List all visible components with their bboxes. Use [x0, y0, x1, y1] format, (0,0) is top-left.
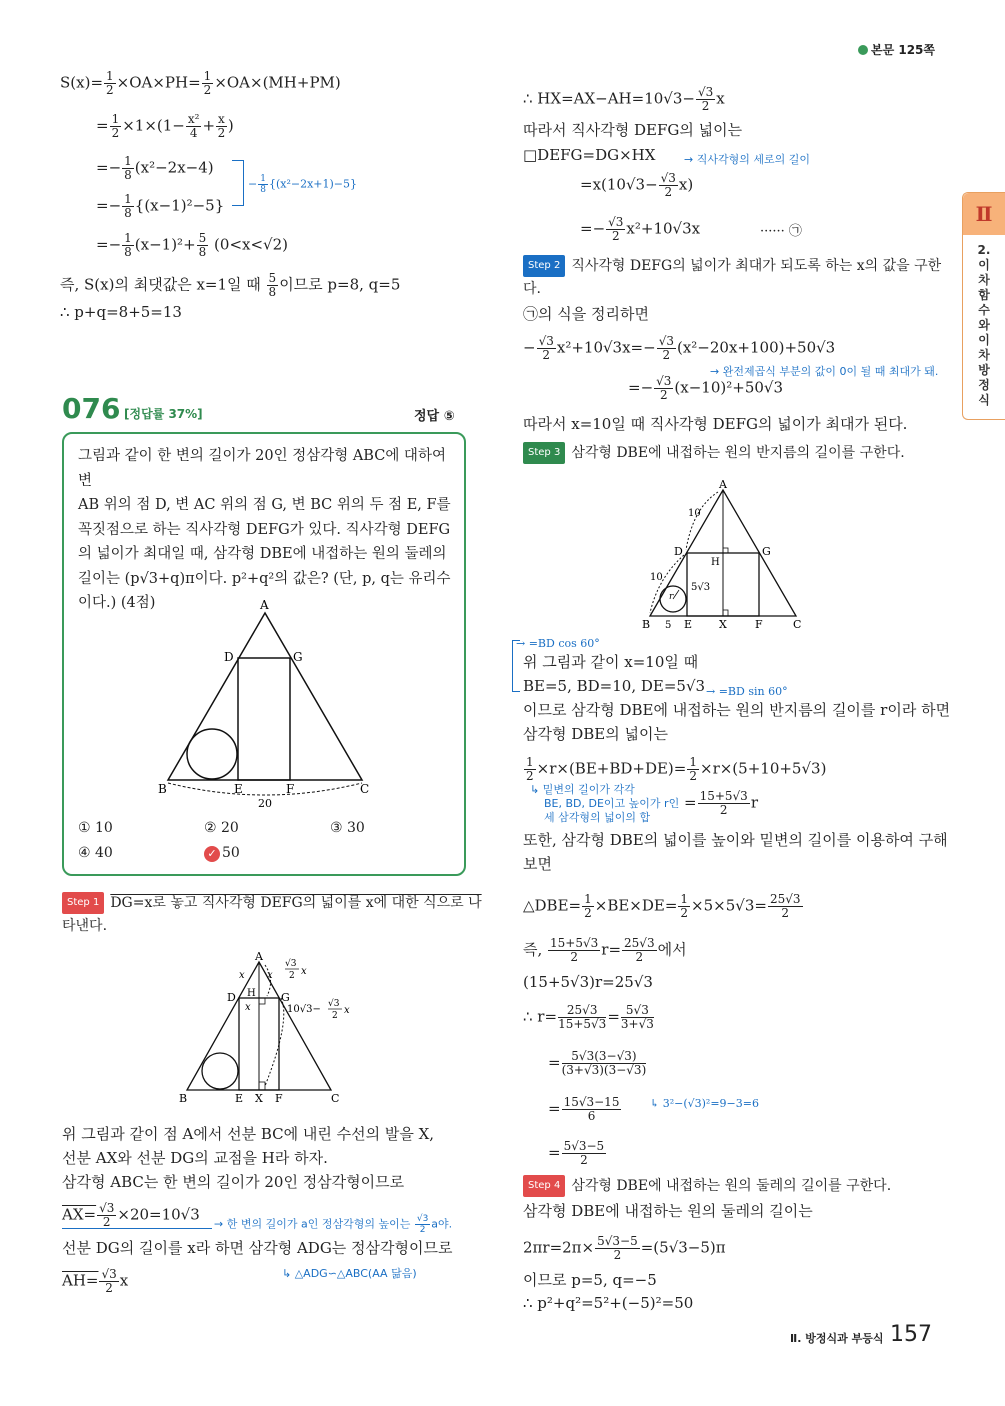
formula-line-3: =− $\frac{1}{8}$ (x²−2x−4) [96, 154, 214, 182]
choice-5[interactable]: ✓ 50 [204, 845, 240, 862]
right-p10: 삼각형 DBE에 내접하는 원의 둘레의 길이는 [523, 1202, 813, 1220]
right-p9: 보면 [523, 855, 552, 873]
note-expand: − $\frac{1}{8}$ {(x²−2x+1)−5} [248, 174, 357, 195]
note-bracket [232, 160, 244, 206]
right-p4: 위 그림과 같이 x=10일 때 [523, 653, 699, 671]
s3-label-c: C [793, 618, 802, 631]
problem-line: AB 위의 점 D, 변 AC 위의 점 G, 변 BC 위의 두 점 E, F를 [78, 497, 451, 513]
base-note-2: BE, BD, DE이고 높이가 r인 [544, 797, 680, 810]
choice-4[interactable]: ④ 40 [78, 845, 113, 861]
step1-title-cont: 타낸다. [62, 918, 108, 934]
max-statement: 즉, S(x)의 최댓값은 x=1일 때 $\frac{5}{8}$ 이므로 p=8, q=5 [60, 271, 401, 299]
s1-label-r3x: 2 [289, 971, 295, 981]
complete-sq-2: =− $\frac{√3}{2}$ (x−10)²+50√3 [628, 374, 784, 402]
formula-line-1: S(x)= $\frac{1}{2}$ ×OA×PH= $\frac{1}{2}$ ×OA×(MH+PM) [60, 69, 341, 97]
chapter-label: 2. 이차함수와 이차방정식 [977, 243, 991, 407]
choice-2[interactable]: ② 20 [204, 820, 239, 836]
s1-label-c: C [331, 1092, 340, 1105]
r-eq-1: (15+5√3)r=25√3 [523, 973, 653, 991]
s3-label-d: D [674, 545, 683, 558]
arrow-icon: ↳ [530, 783, 543, 796]
s3-label-five: 5 [665, 620, 672, 631]
s1-label-f: F [275, 1092, 283, 1105]
fig-label-a: A [260, 598, 269, 612]
s3-label-g: G [762, 545, 771, 558]
s1-label-len: 10√3− [287, 1004, 321, 1015]
s1-label-e: E [235, 1092, 244, 1105]
r-eq-4: = $\frac{15√3-15}{6}$ [548, 1095, 620, 1123]
step1-title: Step 1 DG=x로 놓고 직사각형 DEFG의 넓이를 x에 대한 식으로 나 [62, 892, 482, 914]
s1-label-xr: x [301, 966, 307, 977]
s1-label-b: B [179, 1092, 188, 1105]
problem-line: 길이는 (p√3+q)π이다. p²+q²의 값은? (단, p, q는 유리수 [78, 570, 451, 587]
step2-title-cont: 다. [523, 281, 541, 297]
step1-tag: Step 1 [62, 892, 104, 914]
s1-label-x3: x [245, 1002, 251, 1013]
arrow-icon: ↳ [650, 1097, 663, 1110]
r-eq-3: = $\frac{5√3(3-√3)}{(3+√3)(3-√3)}$ [548, 1049, 647, 1077]
s3-label-ten2: 10 [650, 572, 663, 583]
circumference-eq: 2πr=2π× $\frac{5√3-5}{2}$ =(5√3−5)π [523, 1234, 726, 1262]
sq-note: → 완전제곱식 부분의 값이 0이 될 때 최대가 돼. [710, 365, 939, 378]
right-p12: ∴ p²+q²=5²+(−5)²=50 [523, 1294, 694, 1312]
step1-ah: AH= $\frac{√3}{2}$ x [62, 1267, 129, 1295]
problem-line: 꼭짓점으로 하는 직사각형 DEFG가 있다. 직사각형 DEFG [78, 521, 451, 538]
page-ref [858, 41, 935, 58]
answer-label: 정답 ⑤ [414, 409, 455, 424]
base-note-1: ↳ 밑변의 길이가 각각 [530, 783, 635, 796]
fig-label-d: D [224, 650, 234, 664]
s1-label-d: D [227, 991, 236, 1004]
area-line-2: =x(10√3− $\frac{√3}{2}$ x) [580, 171, 694, 199]
formula-line-4: =− $\frac{1}{8}$ {(x−1)²−5} [96, 192, 225, 220]
triangle-area: △DBE= $\frac{1}{2}$ ×BE×DE= $\frac{1}{2}$ ×5×5√3= $\frac{25√3}{2}$ [523, 892, 801, 920]
s1-label-x: X [255, 1092, 263, 1105]
step1-p4: 선분 DG의 길이를 x라 하면 삼각형 ADG는 정삼각형이므로 [62, 1239, 453, 1257]
len-note: → 직사각형의 세로의 길이 [684, 153, 810, 166]
right-p2: ㉠의 식을 정리하면 [523, 305, 649, 323]
fig-label-g: G [293, 650, 303, 664]
equate-line: 즉, $\frac{15+5√3}{2}$ r= $\frac{25√3}{2}$ 에서 [523, 936, 687, 964]
s3-label-r53: 5√3 [691, 582, 711, 593]
fig-label-b: B [158, 782, 167, 796]
right-p6: 이므로 삼각형 DBE에 내접하는 원의 반지름의 길이를 r이라 하면 [523, 701, 951, 719]
right-p5: BE=5, BD=10, DE=5√3 [523, 677, 706, 695]
step1-p3: 삼각형 ABC는 한 변의 길이가 20인 정삼각형이므로 [62, 1173, 405, 1191]
r-eq-5: = $\frac{5√3-5}{2}$ [548, 1139, 605, 1167]
step4-title: Step 4 삼각형 DBE에 내접하는 원의 둘레의 길이를 구한다. [523, 1175, 891, 1197]
s3-label-r: r [669, 592, 674, 602]
step1-p2: 선분 AX와 선분 DG의 교점을 H라 하자. [62, 1149, 328, 1167]
s1-label-lenr: √3 [328, 999, 340, 1009]
s3-label-h: H [711, 557, 720, 568]
step1-ax: AX= $\frac{√3}{2}$ ×20=10√3 [62, 1201, 200, 1229]
step4-tag: Step 4 [523, 1175, 565, 1197]
problem-number: 076 [62, 392, 121, 425]
arrow-icon: → [710, 365, 723, 378]
arrow-icon: → [706, 685, 719, 698]
area-eq-2: = $\frac{15+5√3}{2}$ r [684, 789, 758, 817]
sim-note: ↳ △ADG∽△ABC(AA 닮음) [282, 1267, 417, 1280]
s3-label-b: B [642, 618, 651, 631]
check-icon: ✓ [204, 846, 220, 862]
right-p1: 따라서 직사각형 DEFG의 넓이는 [523, 121, 743, 139]
page-number: 157 [890, 1322, 932, 1347]
arrow-icon: → [214, 1217, 227, 1231]
fig-label-f: F [286, 782, 295, 796]
complete-sq-1: − $\frac{√3}{2}$ x²+10√3x=− $\frac{√3}{2}$ (x²−20x+100)+50√3 [523, 334, 836, 362]
problem-text [78, 444, 458, 616]
right-p8: 또한, 삼각형 DBE의 넓이를 높이와 밑변의 길이를 이용하여 구해 [523, 831, 948, 849]
r-eq-2: ∴ r= $\frac{25√3}{15+5√3}$ = $\frac{5√3}{3+√3}$ [523, 1003, 654, 1031]
choice-3[interactable]: ③ 30 [330, 820, 365, 836]
area-eq-1: $\frac{1}{2}$ ×r×(BE+BD+DE)= $\frac{1}{2}$ ×r×(5+10+5√3) [526, 755, 827, 783]
step3-title: Step 3 삼각형 DBE에 내접하는 원의 반지름의 길이를 구한다. [523, 442, 905, 464]
step2-title: Step 2 직사각형 DEFG의 넓이가 최대가 되도록 하는 x의 값을 구한 [523, 255, 941, 277]
choice-1[interactable]: ① 10 [78, 820, 113, 836]
hx-line: ∴ HX=AX−AH=10√3− $\frac{√3}{2}$ x [523, 85, 725, 113]
step1-p1: 위 그림과 같이 점 A에서 선분 BC에 내린 수선의 발을 X, [62, 1125, 435, 1143]
left-answer: ∴ p+q=8+5=13 [60, 303, 182, 321]
arrow-icon: → [684, 153, 697, 166]
s3-label-ten1: 10 [688, 508, 701, 519]
s1-label-r3: √3 [285, 959, 297, 969]
circle-icon [858, 45, 868, 55]
step1-figure [175, 950, 375, 1108]
fig-label-c: C [360, 782, 370, 796]
s3-label-a: A [719, 478, 727, 491]
area-line-3: =− $\frac{√3}{2}$ x²+10√3x [580, 215, 701, 243]
s1-label-len2: 2 [332, 1011, 338, 1021]
arrow-icon: → [516, 637, 529, 650]
s1-label-x1: x [239, 970, 245, 981]
s1-label-x2: x [267, 970, 273, 981]
ax-note: → 한 변의 길이가 a인 정삼각형의 높이는 $\frac{√3}{2}$ a야. [214, 1214, 453, 1235]
eq-mark: ······ ㉠ [760, 224, 802, 239]
s3-label-f: F [755, 618, 763, 631]
correct-rate: [정답률 37%] [124, 407, 203, 421]
sin-note: → =BD sin 60° [706, 685, 788, 698]
s1-label-a: A [255, 950, 263, 963]
s3-label-x: X [719, 618, 727, 631]
s1-label-g: G [281, 991, 290, 1004]
page-ref-text: 본문 125쪽 [871, 43, 936, 57]
step2-tag: Step 2 [523, 255, 565, 277]
s1-label-h: H [247, 988, 256, 999]
chapter-roman: Ⅱ [963, 193, 1005, 235]
formula-line-2: = $\frac{1}{2}$ ×1×(1− $\frac{\text{x²}}{4}$ + $\frac{x}{2}$ ) [96, 112, 234, 140]
s3-label-e: E [684, 618, 693, 631]
chapter-tab[interactable] [962, 192, 1005, 420]
fig-label-base: 20 [258, 797, 272, 810]
right-p3: 따라서 x=10일 때 직사각형 DEFG의 넓이가 최대가 된다. [523, 415, 908, 433]
denominator-note: ↳ 3²−(√3)²=9−3=6 [650, 1097, 759, 1110]
ax-underline [62, 1228, 212, 1229]
problem-line: 그림과 같이 한 변의 길이가 20인 정삼각형 ABC에 대하여 변 [78, 448, 446, 489]
formula-line-5: =− $\frac{1}{8}$ (x−1)²+ $\frac{5}{8}$ (0<x<√2) [96, 231, 288, 259]
step3-figure [638, 478, 813, 633]
step3-tag: Step 3 [523, 442, 565, 464]
right-p7: 삼각형 DBE의 넓이는 [523, 725, 668, 743]
problem-line: 이다.) (4점) [78, 595, 156, 611]
cos-note: → =BD cos 60° [516, 637, 600, 650]
area-line-1: □DEFG=DG×HX [523, 146, 656, 164]
base-note [530, 783, 679, 825]
right-p11: 이므로 p=5, q=−5 [523, 1271, 657, 1289]
s1-label-lenx: x [344, 1005, 350, 1016]
base-note-3: 세 삼각형의 넓이의 합 [544, 811, 651, 824]
fig-label-e: E [234, 782, 243, 796]
arrow-icon: ↳ [282, 1267, 295, 1280]
problem-line: 의 넓이가 최대일 때, 삼각형 DBE에 내접하는 원의 둘레의 [78, 546, 447, 562]
problem-figure [150, 595, 390, 810]
footer-chapter: Ⅱ. 방정식과 부등식 [790, 1332, 884, 1345]
